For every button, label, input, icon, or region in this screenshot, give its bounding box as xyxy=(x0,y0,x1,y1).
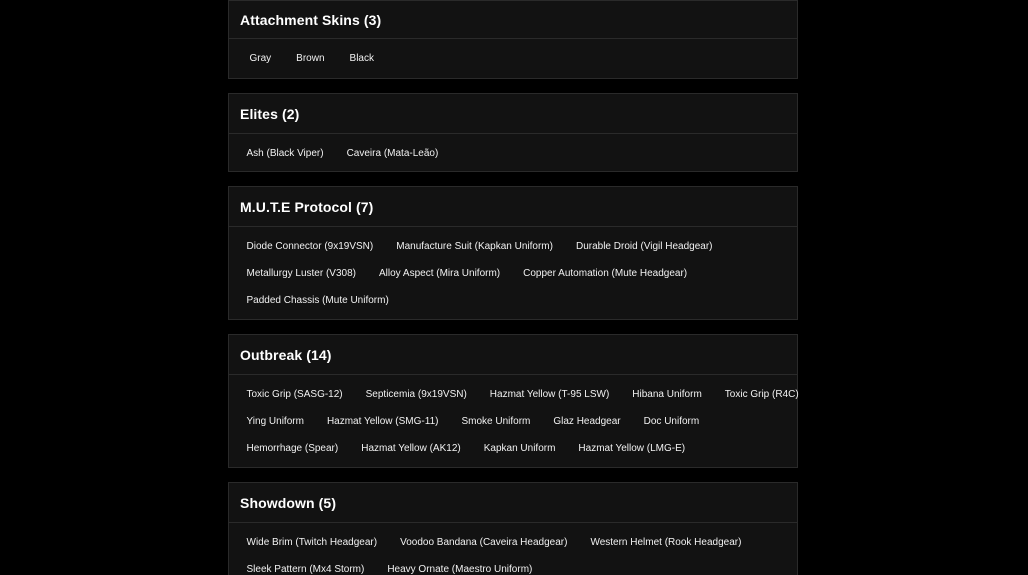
section-mute-protocol xyxy=(228,186,798,320)
skin-item[interactable]: Heavy Ornate (Maestro Uniform) xyxy=(387,564,533,575)
skin-item[interactable]: Hazmat Yellow (SMG-11) xyxy=(326,416,439,427)
skin-item[interactable]: Doc Uniform xyxy=(643,416,700,427)
skin-item[interactable]: Copper Automation (Mute Headgear) xyxy=(523,268,688,279)
section-title: Attachment Skins (3) xyxy=(240,11,382,28)
skin-item[interactable]: Septicemia (9x19VSN) xyxy=(365,389,467,400)
section-header xyxy=(229,483,797,523)
skin-item[interactable]: Ying Uniform xyxy=(246,416,304,427)
section-items xyxy=(229,523,797,575)
section-title: Elites (2) xyxy=(240,105,300,122)
item-row xyxy=(235,529,797,556)
section-title: M.U.T.E Protocol (7) xyxy=(240,198,374,215)
skin-item[interactable]: Kapkan Uniform xyxy=(483,443,556,454)
skin-item[interactable]: Metallurgy Luster (V308) xyxy=(246,268,356,279)
skin-item[interactable]: Padded Chassis (Mute Uniform) xyxy=(246,295,389,306)
section-items xyxy=(229,134,797,167)
item-row xyxy=(235,381,797,408)
section-outbreak xyxy=(228,334,798,468)
skin-item[interactable]: Durable Droid (Vigil Headgear) xyxy=(575,241,713,252)
section-title: Outbreak (14) xyxy=(240,346,332,363)
section-showdown xyxy=(228,482,798,575)
section-title: Showdown (5) xyxy=(240,494,337,511)
skin-item[interactable]: Diode Connector (9x19VSN) xyxy=(246,241,374,252)
skin-item[interactable]: Manufacture Suit (Kapkan Uniform) xyxy=(396,241,553,252)
section-items xyxy=(229,39,797,72)
item-row xyxy=(235,260,797,287)
skin-item[interactable]: Glaz Headgear xyxy=(553,416,621,427)
skin-item[interactable]: Smoke Uniform xyxy=(461,416,531,427)
skin-item-black[interactable]: Black xyxy=(349,53,374,64)
skin-item[interactable]: Voodoo Bandana (Caveira Headgear) xyxy=(400,537,568,548)
skin-item[interactable]: Hazmat Yellow (T-95 LSW) xyxy=(489,389,610,400)
skin-item[interactable]: Hibana Uniform xyxy=(632,389,702,400)
section-header xyxy=(229,1,797,39)
section-header xyxy=(229,187,797,227)
skin-item[interactable]: Western Helmet (Rook Headgear) xyxy=(590,537,742,548)
section-attachment-skins xyxy=(228,0,798,79)
skin-item[interactable]: Caveira (Mata-Leão) xyxy=(346,148,439,159)
skin-item-gray[interactable]: Gray xyxy=(249,53,272,64)
item-row xyxy=(235,233,797,260)
skin-item[interactable]: Sleek Pattern (Mx4 Storm) xyxy=(246,564,365,575)
skin-item[interactable]: Hemorrhage (Spear) xyxy=(246,443,339,454)
item-row xyxy=(235,435,797,462)
section-header xyxy=(229,94,797,134)
skin-item-brown[interactable]: Brown xyxy=(296,53,325,64)
skin-item[interactable]: Wide Brim (Twitch Headgear) xyxy=(246,537,378,548)
skin-item[interactable]: Alloy Aspect (Mira Uniform) xyxy=(379,268,501,279)
skin-item[interactable]: Toxic Grip (R4C) xyxy=(724,389,799,400)
item-row xyxy=(237,45,797,72)
item-row xyxy=(235,556,797,575)
item-row xyxy=(235,287,797,314)
item-row xyxy=(235,140,797,167)
item-row xyxy=(235,408,797,435)
skin-item[interactable]: Toxic Grip (SASG-12) xyxy=(246,389,343,400)
section-elites xyxy=(228,93,798,172)
section-items xyxy=(229,375,797,462)
section-items xyxy=(229,227,797,314)
skin-item[interactable]: Hazmat Yellow (LMG-E) xyxy=(578,443,686,454)
skin-item[interactable]: Ash (Black Viper) xyxy=(246,148,324,159)
section-header xyxy=(229,335,797,375)
skin-item[interactable]: Hazmat Yellow (AK12) xyxy=(361,443,461,454)
